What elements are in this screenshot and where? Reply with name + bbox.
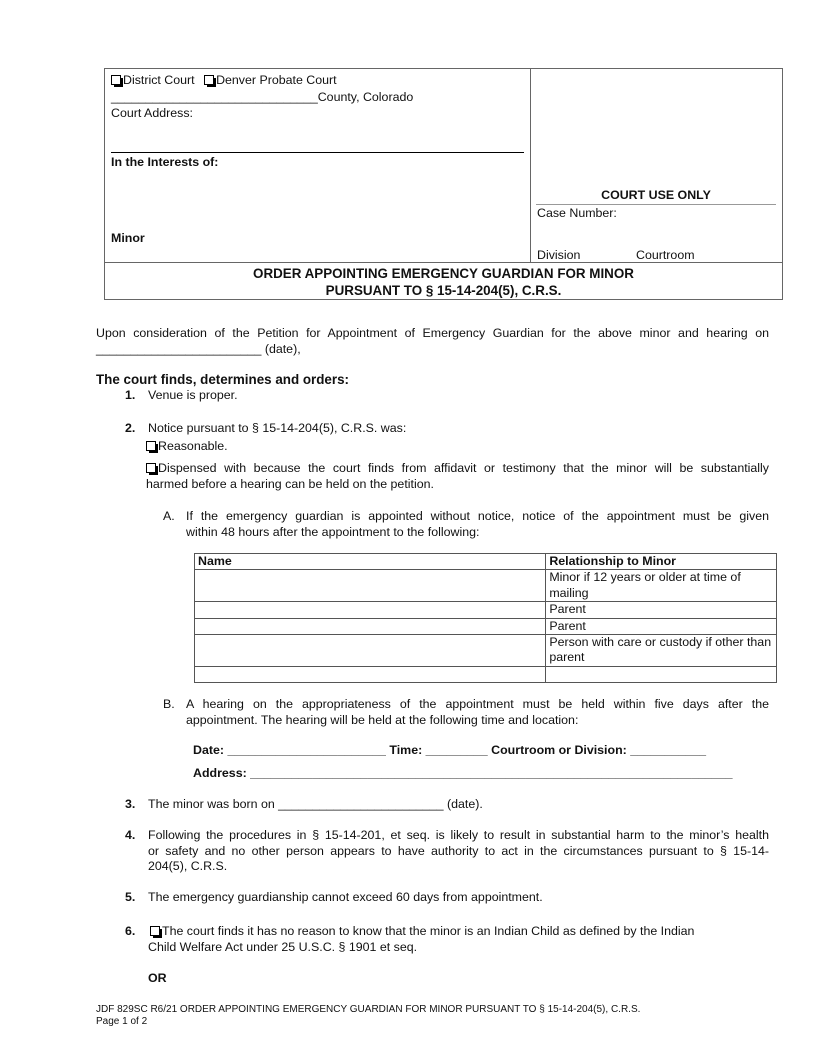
time-label: Time: — [389, 743, 423, 757]
dispensed-label-line-2: harmed before a hearing can be held on the petition. — [146, 477, 434, 491]
intro-line-2[interactable]: ________________________ (date), — [96, 342, 301, 356]
document-title — [104, 265, 783, 299]
address-field[interactable]: ______________________________________________________________________ — [250, 766, 733, 780]
item-6-line-2: Child Welfare Act under 25 U.S.C. § 1901 et seq. — [148, 940, 418, 954]
intro-line-1: Upon consideration of the Petition for Appointment of Emergency Guardian for the above minor and hearing on — [96, 326, 769, 340]
title-line-2: PURSUANT TO § 15-14-204(5), C.R.S. — [325, 283, 562, 298]
findings-heading: The court finds, determines and orders: — [96, 372, 349, 387]
or-label: OR — [148, 971, 167, 985]
footer — [96, 1004, 640, 1028]
denver-probate-court-label: Denver Probate Court — [216, 73, 337, 87]
court-address-label: Court Address: — [111, 106, 193, 120]
relationship-column-header: Relationship to Minor — [546, 554, 777, 570]
division-label: Division — [537, 248, 581, 262]
court-type-options — [111, 73, 337, 89]
table-row — [195, 635, 777, 667]
name-cell[interactable] — [195, 570, 546, 602]
sub-a-line-2: within 48 hours after the appointment to the following: — [186, 525, 480, 539]
caption-divider-vertical — [530, 68, 531, 262]
item-2-number: 2. — [125, 421, 136, 435]
item-2-text: Notice pursuant to § 15-14-204(5), C.R.S. was: — [148, 421, 407, 435]
county-line[interactable]: ______________________________County, Colorado — [111, 90, 414, 104]
relationship-cell: Parent — [546, 618, 777, 634]
interests-label: In the Interests of: — [111, 155, 219, 169]
denver-probate-court-checkbox[interactable] — [204, 75, 214, 85]
relationship-cell: Parent — [546, 602, 777, 618]
sub-b-label: B. — [163, 697, 175, 711]
notice-recipients-table — [194, 553, 777, 683]
item-2-option-reasonable — [146, 439, 228, 455]
no-indian-child-checkbox[interactable] — [150, 926, 160, 936]
sub-a-line-1: If the emergency guardian is appointed without notice, notice of the appointment must be given — [186, 509, 769, 523]
hearing-date-time-line — [193, 743, 768, 759]
courtroom-division-field[interactable]: ___________ — [630, 743, 707, 757]
dispensed-label-line-1: Dispensed with because the court finds from affidavit or testimony that the minor will be substantially — [158, 461, 769, 475]
table-row — [195, 618, 777, 634]
name-column-header: Name — [195, 554, 546, 570]
court-use-divider — [536, 204, 776, 205]
item-5-number: 5. — [125, 890, 136, 904]
reasonable-checkbox[interactable] — [146, 441, 156, 451]
name-cell[interactable] — [195, 635, 546, 667]
date-field[interactable]: _______________________ — [227, 743, 386, 757]
courtroom-label: Courtroom — [636, 248, 695, 262]
time-field[interactable]: _________ — [425, 743, 488, 757]
name-cell[interactable] — [195, 602, 546, 618]
item-6-line-1-text: The court finds it has no reason to know that the minor is an Indian Child as defined by the Indian — [162, 924, 695, 938]
courtroom-division-label: Courtroom or Division: — [491, 743, 627, 757]
reasonable-label: Reasonable. — [158, 439, 228, 453]
date-label: Date: — [193, 743, 224, 757]
item-4-line-1: Following the procedures in § 15-14-201, et seq. is likely to result in substantial harm to the minor’s health — [148, 828, 769, 842]
court-use-only: COURT USE ONLY — [601, 188, 711, 202]
court-address-line[interactable] — [111, 152, 524, 153]
sub-a-label: A. — [163, 509, 175, 523]
district-court-checkbox[interactable] — [111, 75, 121, 85]
item-3-number: 3. — [125, 797, 136, 811]
relationship-cell: Minor if 12 years or older at time of mailing — [546, 570, 777, 602]
address-label: Address: — [193, 766, 247, 780]
name-cell[interactable] — [195, 618, 546, 634]
item-6-number: 6. — [125, 924, 136, 938]
item-5-text: The emergency guardianship cannot exceed 60 days from appointment. — [148, 890, 543, 904]
item-1-number: 1. — [125, 388, 136, 402]
name-cell[interactable] — [195, 666, 546, 682]
hearing-address-line — [193, 766, 768, 782]
item-6-line-1 — [150, 924, 694, 940]
item-4-number: 4. — [125, 828, 136, 842]
item-1-text: Venue is proper. — [148, 388, 238, 402]
item-3-text[interactable]: The minor was born on ________________________ (date). — [148, 797, 483, 811]
sub-b-line-1: A hearing on the appropriateness of the appointment must be held within five days after the — [186, 697, 769, 711]
table-row — [195, 570, 777, 602]
table-row — [195, 602, 777, 618]
relationship-cell: Person with care or custody if other than parent — [546, 635, 777, 667]
item-4-line-2: or safety and no other person appears to have authority to act in the circumstances pursuant to § 15-14- — [148, 844, 769, 858]
relationship-cell[interactable] — [546, 666, 777, 682]
footer-form-id: JDF 829SC R6/21 ORDER APPOINTING EMERGENCY GUARDIAN FOR MINOR PURSUANT TO § 15-14-204(5), C.R.S. — [96, 1004, 641, 1015]
minor-label: Minor — [111, 231, 145, 245]
title-line-1: ORDER APPOINTING EMERGENCY GUARDIAN FOR MINOR — [253, 266, 634, 281]
case-number-label: Case Number: — [537, 206, 617, 220]
item-2-option-dispensed — [146, 461, 769, 477]
dispensed-checkbox[interactable] — [146, 463, 156, 473]
item-4-line-3: 204(5), C.R.S. — [148, 859, 228, 873]
sub-b-line-2: appointment. The hearing will be held at the following time and location: — [186, 713, 579, 727]
footer-page-number: Page 1 of 2 — [96, 1016, 148, 1027]
table-header-row — [195, 554, 777, 570]
district-court-label: District Court — [123, 73, 195, 87]
table-row — [195, 666, 777, 682]
